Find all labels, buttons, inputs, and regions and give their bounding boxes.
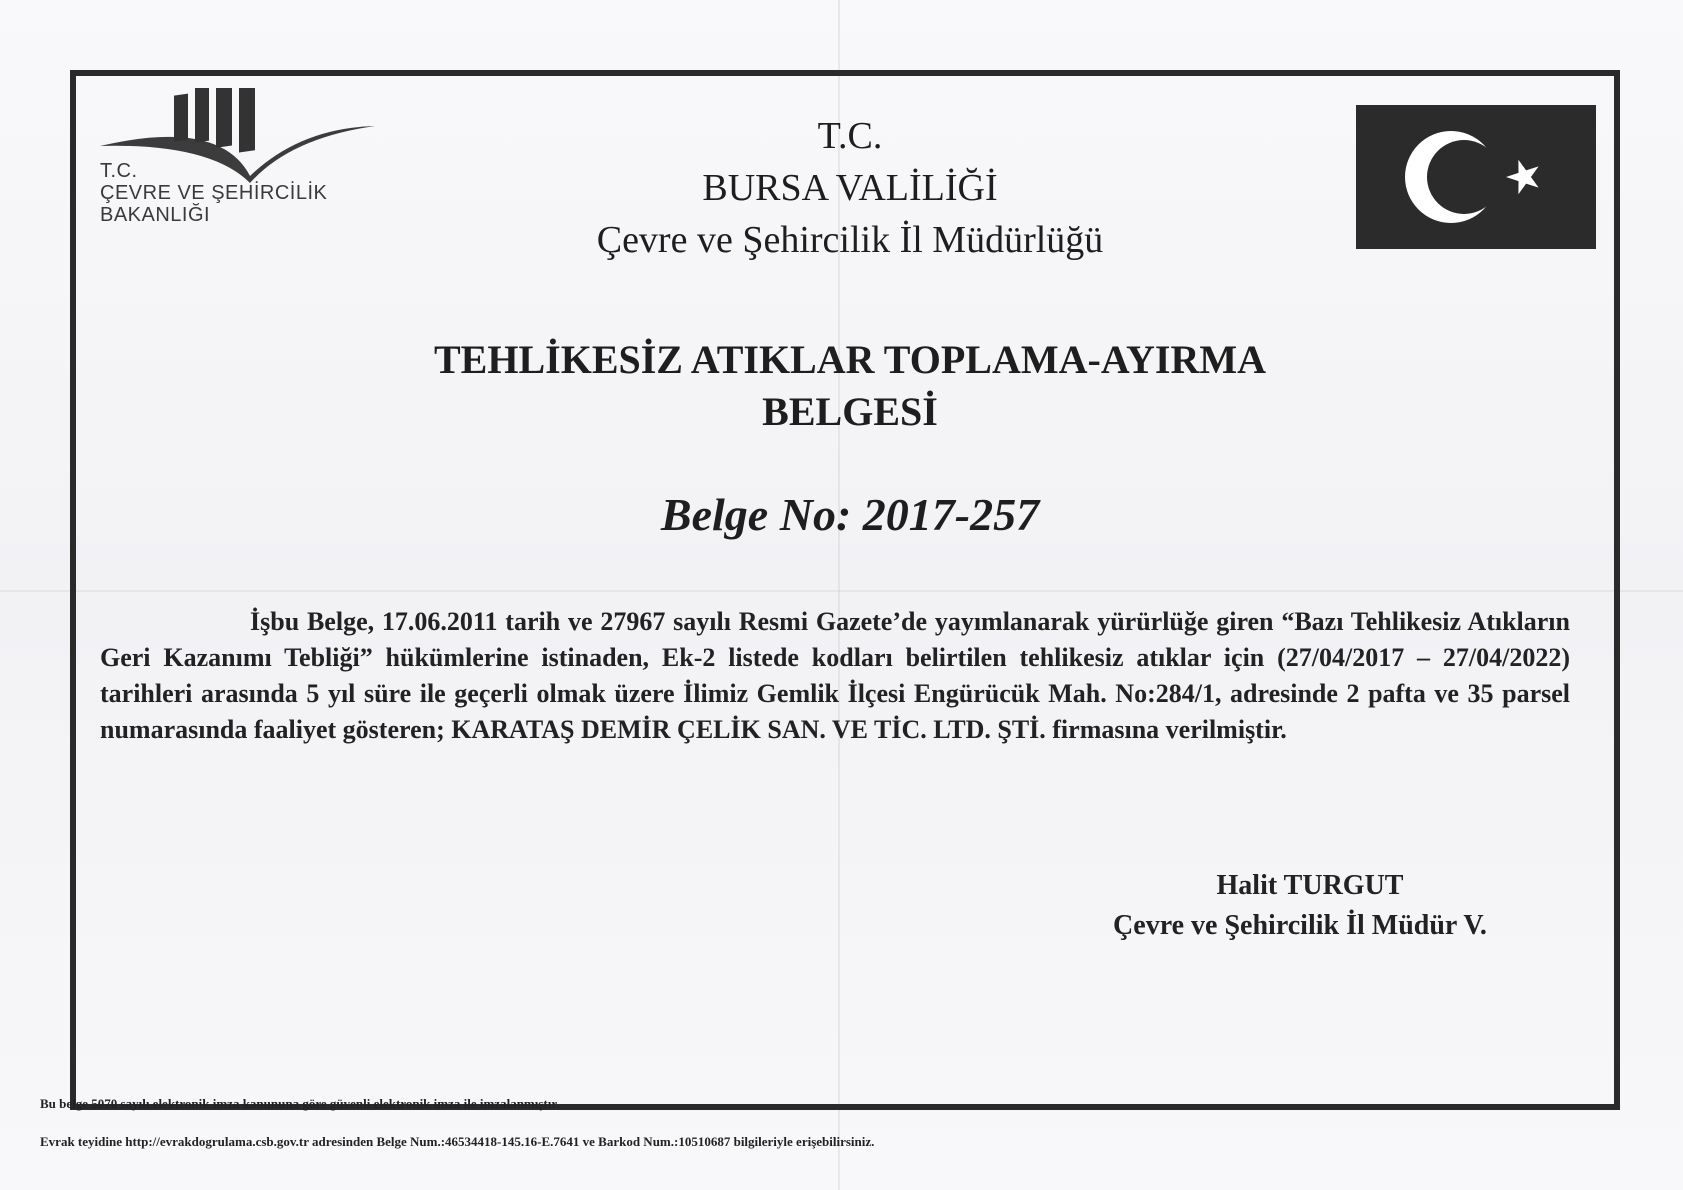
- header-governorship: BURSA VALİLİĞİ: [702, 167, 998, 209]
- logo-text-bakanligi: BAKANLIĞI: [100, 204, 211, 226]
- document-title-line1: TEHLİKESİZ ATIKLAR TOPLAMA-AYIRMA: [433, 337, 1267, 382]
- ministry-logo: [100, 88, 390, 238]
- header-tc: T.C.: [817, 115, 883, 157]
- logo-text-ministry: ÇEVRE VE ŞEHİRCİLİK: [100, 182, 328, 204]
- certificate-body: [100, 604, 1570, 748]
- verification-note: Evrak teyidine http://evrakdogrulama.csb.gov.tr adresinden Belge Num.:46534418-145.16-E.7641 ve Barkod Num.:10510687 bilgileriyle erişebilirsiniz.: [40, 1134, 875, 1149]
- signatory-title: Çevre ve Şehircilik İl Müdür V.: [1113, 910, 1487, 941]
- signatory-name: Halit TURGUT: [1216, 870, 1404, 901]
- certificate-number: Belge No: 2017-257: [660, 489, 1040, 540]
- certificate-body-text: İşbu Belge, 17.06.2011 tarih ve 27967 sayılı Resmi Gazete’de yayımlanarak yürürlüğe giren “Bazı Tehlikesiz Atıkların Geri Kazanımı Tebliği” hükümlerine istinaden, Ek-2 listede kodları belirtilen tehlikesiz atıklar için (27/04/2017 – 27/04/2022) tarihleri arasında 5 yıl süre ile geçerli olmak üzere İlimiz Gemlik İlçesi Engürücük Mah. No:284/1, adresinde 2 pafta ve 35 parsel numarasında faaliyet gösteren; KARATAŞ DEMİR ÇELİK SAN. VE TİC. LTD. ŞTİ. firmasına verilmiştir.: [100, 607, 1570, 744]
- header-directorate: Çevre ve Şehircilik İl Müdürlüğü: [596, 219, 1104, 261]
- turkish-flag-icon: [1356, 105, 1596, 249]
- ministry-buildings-icon: [100, 88, 390, 188]
- document-title-line2: BELGESİ: [762, 389, 938, 434]
- logo-text-tc: T.C.: [100, 160, 138, 182]
- e-signature-note: Bu belge 5070 sayılı elektronik imza kanununa göre güvenli elektronik imza ile imzalanmıştır.: [40, 1096, 560, 1111]
